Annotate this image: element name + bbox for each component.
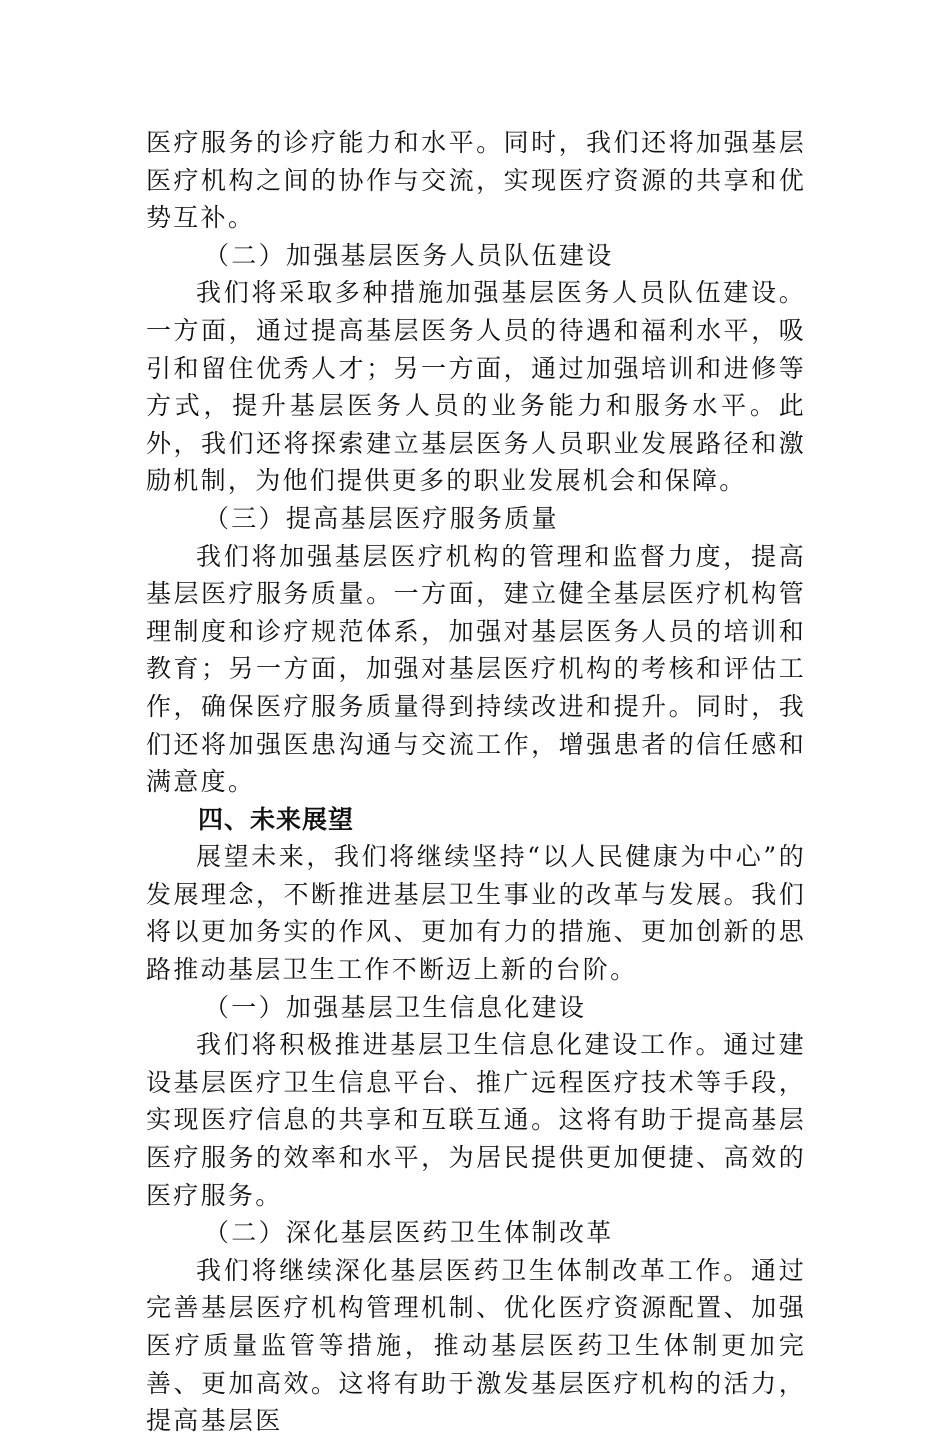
- paragraph-outlook: 展望未来，我们将继续坚持“以人民健康为中心”的发展理念，不断推进基层卫生事业的改革与发展。我们将以更加务实的作风、更加有力的措施、更加创新的思路推动基层卫生工作不断迈上新的台阶。: [146, 842, 806, 985]
- paragraph-service-quality: 我们将加强基层医疗机构的管理和监督力度，提高基层医疗服务质量。一方面，建立健全基层医疗机构管理制度和诊疗规范体系，加强对基层医务人员的培训和教育；另一方面，加强对基层医疗机构的考核和评估工作，确保医疗服务质量得到持续改进和提升。同时，我们还将加强医患沟通与交流工作，增强患者的信任感和满意度。: [146, 541, 806, 797]
- subheading-staff-team: （二）加强基层医务人员队伍建设: [204, 240, 614, 270]
- subheading-informatization: （一）加强基层卫生信息化建设: [204, 992, 587, 1022]
- paragraph-informatization: 我们将积极推进基层卫生信息化建设工作。通过建设基层医疗卫生信息平台、推广远程医疗技术等手段，实现医疗信息的共享和互联互通。这将有助于提高基层医疗服务的效率和水平，为居民提供更加便捷、高效的医疗服务。: [146, 1030, 806, 1210]
- paragraph-system-reform: 我们将继续深化基层医药卫生体制改革工作。通过完善基层医疗机构管理机制、优化医疗资源配置、加强医疗质量监管等措施，推动基层医药卫生体制更加完善、更加高效。这将有助于激发基层医疗机构的活力，提高基层医: [146, 1255, 806, 1436]
- subheading-service-quality: （三）提高基层医疗服务质量: [204, 503, 559, 533]
- paragraph-continuation: 医疗服务的诊疗能力和水平。同时，我们还将加强基层医疗机构之间的协作与交流，实现医疗资源的共享和优势互补。: [146, 128, 806, 233]
- section-heading-outlook: 四、未来展望: [198, 804, 355, 834]
- document-body: [146, 124, 806, 1440]
- paragraph-staff-team: 我们将采取多种措施加强基层医务人员队伍建设。一方面，通过提高基层医务人员的待遇和福利水平，吸引和留住优秀人才；另一方面，通过加强培训和进修等方式，提升基层医务人员的业务能力和服务水平。此外，我们还将探索建立基层医务人员职业发展路径和激励机制，为他们提供更多的职业发展机会和保障。: [146, 278, 806, 496]
- subheading-system-reform: （二）深化基层医药卫生体制改革: [204, 1218, 614, 1248]
